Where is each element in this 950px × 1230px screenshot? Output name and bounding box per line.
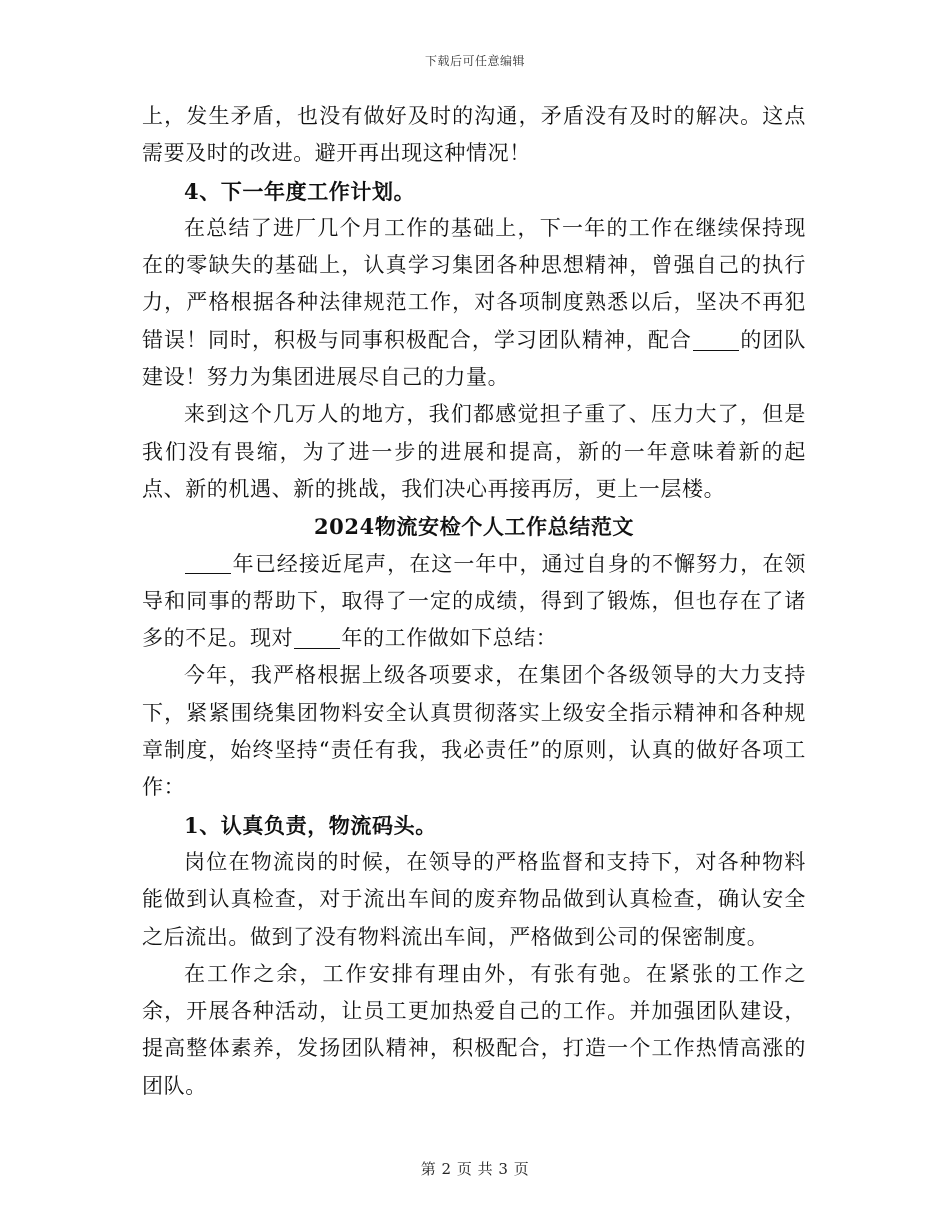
page-number: 第 2 页 共 3 页 (420, 1160, 530, 1178)
paragraph-intro-a: 年已经接近尾声，在这一年中，通过自身的不懈努力，在领导和同事的帮助下，取得了一定的成绩，得到了锻炼，但也存在了诸多的不足。现对 (142, 551, 806, 651)
blank-underline (185, 552, 231, 574)
paragraph-continuation: 上，发生矛盾，也没有做好及时的沟通，矛盾没有及时的解决。这点需要及时的改进。避开再出现这种情况！ (142, 104, 806, 166)
paragraph-overview: 今年，我严格根据上级各项要求，在集团个各级领导的大力支持下，紧紧围绕集团物料安全认真贯彻落实上级安全指示精神和各种规章制度，始终坚持“责任有我，我必责任”的原则，认真的做好各项工作： (142, 663, 806, 800)
document-title: 2024物流安检个人工作总结范文 (313, 514, 635, 540)
paragraph-plan-text: 在总结了进厂几个月工作的基础上，下一年的工作在继续保持现在的零缺失的基础上，认真学习集团各种思想精神，曾强自己的执行力，严格根据各种法律规范工作，对各项制度熟悉以后，坚决不再犯错误！同时，积极与同事积极配合，学习团队精神，配合 (142, 215, 806, 352)
section-heading-logistics: 1、认真负责，物流码头。 (184, 812, 437, 838)
paragraph-intro (142, 546, 806, 658)
paragraph-plan (142, 210, 806, 396)
paragraph-logistics: 岗位在物流岗的时候，在领导的严格监督和支持下，对各种物料能做到认真检查，对于流出车间的废弃物品做到认真检查，确认安全之后流出。做到了没有物料流出车间，严格做到公司的保密制度。 (142, 849, 806, 949)
section-heading-plan: 4、下一年度工作计划。 (184, 178, 416, 204)
header-note: 下载后可任意编辑 (424, 54, 525, 68)
paragraph-plan-tail: 的团队建设！努力为集团进展尽自己的力量。 (142, 327, 806, 390)
paragraph-outlook: 来到这个几万人的地方，我们都感觉担子重了、压力大了，但是我们没有畏缩，为了进一步的进展和提高，新的一年意味着新的起点、新的机遇、新的挑战，我们决心再接再厉，更上一层楼。 (142, 402, 806, 501)
blank-underline (294, 627, 340, 649)
paragraph-team: 在工作之余，工作安排有理由外，有张有弛。在紧张的工作之余，开展各种活动，让员工更加热爱自己的工作。并加强团队建设，提高整体素养，发扬团队精神，积极配合，打造一个工作热情高涨的团队。 (142, 961, 806, 1098)
paragraph-intro-b: 年的工作做如下总结： (341, 626, 558, 651)
document-body (142, 98, 806, 1105)
blank-underline (693, 329, 739, 351)
